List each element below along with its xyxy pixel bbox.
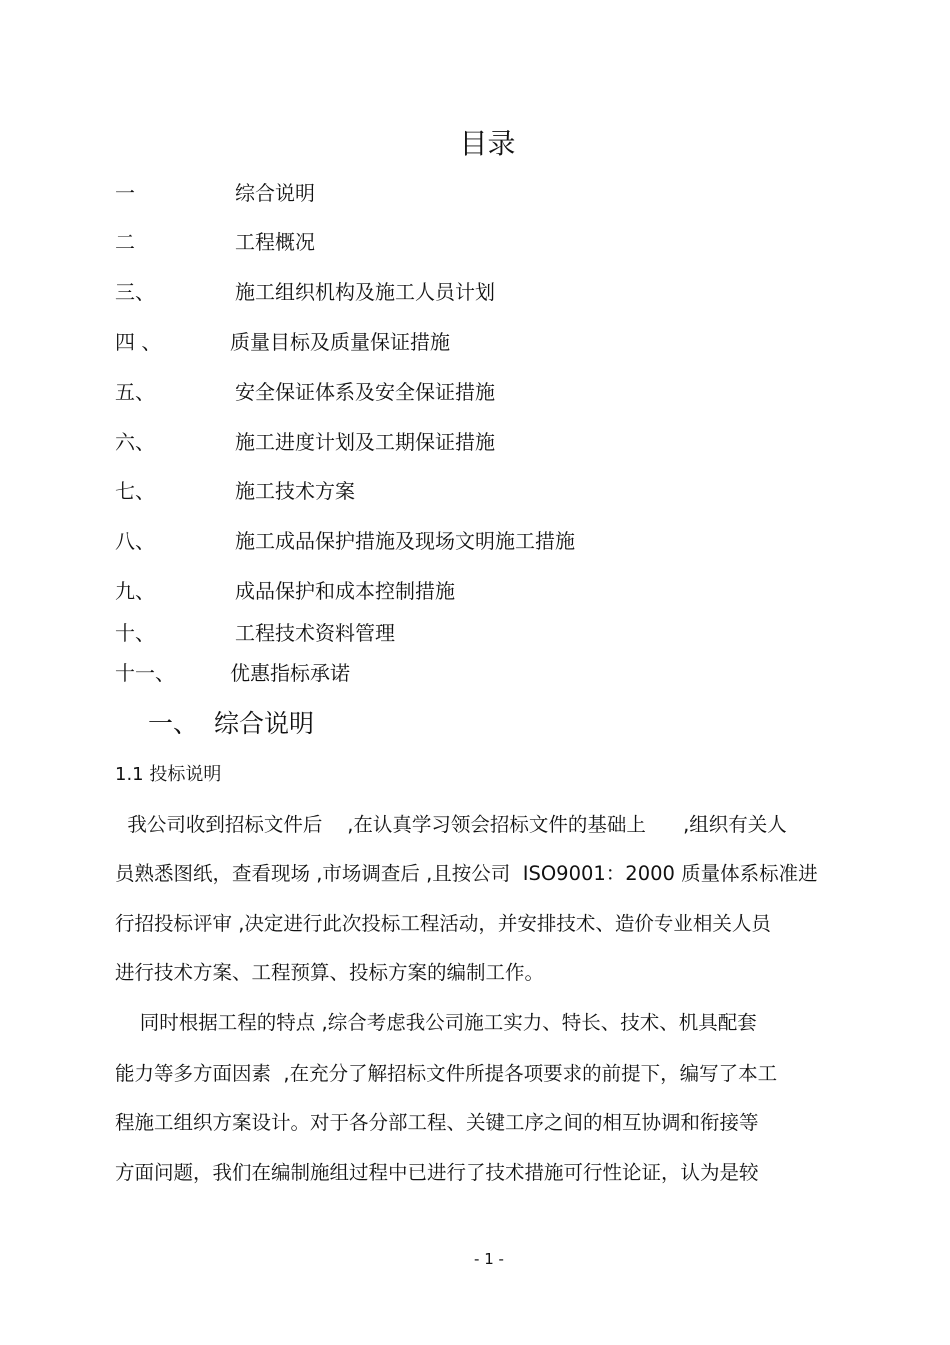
toc-item-text: 工程技术资料管理 xyxy=(235,621,395,645)
toc-item-text: 施工进度计划及工期保证措施 xyxy=(235,430,495,454)
toc-title: 目录 xyxy=(459,127,516,160)
paragraph-line: 方面问题，我们在编制施组过程中已进行了技术措施可行性论证，认为是较 xyxy=(115,1161,759,1184)
page-number: - 1 - xyxy=(474,1250,504,1268)
paragraph-line: 我公司收到招标文件后 ,在认真学习领会招标文件的基础上 ,组织有关人 xyxy=(115,813,787,836)
toc-item-text: 施工成品保护措施及现场文明施工措施 xyxy=(235,529,575,553)
toc-item-text: 质量目标及质量保证措施 xyxy=(230,330,450,354)
toc-item-text: 优惠指标承诺 xyxy=(230,661,350,685)
toc-item-number: 四 、 xyxy=(115,330,162,354)
toc-item-number: 二 xyxy=(115,230,135,254)
paragraph-line: 程施工组织方案设计。对于各分部工程、关键工序之间的相互协调和衔接等 xyxy=(115,1111,759,1134)
toc-item-text: 成品保护和成本控制措施 xyxy=(235,579,455,603)
toc-item-number: 十、 xyxy=(115,621,155,645)
toc-item-text: 施工技术方案 xyxy=(235,479,355,503)
toc-item-text: 安全保证体系及安全保证措施 xyxy=(235,380,495,404)
section-title: 综合说明 xyxy=(214,709,315,738)
paragraph-line: 行招投标评审 ,决定进行此次投标工程活动，并安排技术、造价专业相关人员 xyxy=(115,912,771,935)
toc-item-number: 一 xyxy=(115,181,135,205)
toc-item-text: 综合说明 xyxy=(235,181,315,205)
toc-item-number: 五、 xyxy=(115,380,155,404)
section-number: 一、 xyxy=(148,709,199,738)
paragraph-line: 员熟悉图纸，查看现场 ,市场调查后 ,且按公司 ISO9001：2000 质量体系标准进 xyxy=(115,862,818,885)
toc-item-number: 六、 xyxy=(115,430,155,454)
toc-item-text: 施工组织机构及施工人员计划 xyxy=(235,280,495,304)
toc-item-number: 八、 xyxy=(115,529,155,553)
toc-item-text: 工程概况 xyxy=(235,230,315,254)
toc-item-number: 七、 xyxy=(115,479,155,503)
section-heading xyxy=(148,705,314,743)
subsection-heading: 1.1 投标说明 xyxy=(115,764,222,785)
toc-item-number: 十一、 xyxy=(115,661,175,685)
paragraph-line: 同时根据工程的特点 ,综合考虑我公司施工实力、特长、技术、机具配套 xyxy=(115,1011,757,1034)
paragraph-line: 能力等多方面因素 ,在充分了解招标文件所提各项要求的前提下，编写了本工 xyxy=(115,1062,778,1085)
toc-item-number: 三、 xyxy=(115,280,155,304)
toc-item-number: 九、 xyxy=(115,579,155,603)
paragraph-line: 进行技术方案、工程预算、投标方案的编制工作。 xyxy=(115,961,545,984)
